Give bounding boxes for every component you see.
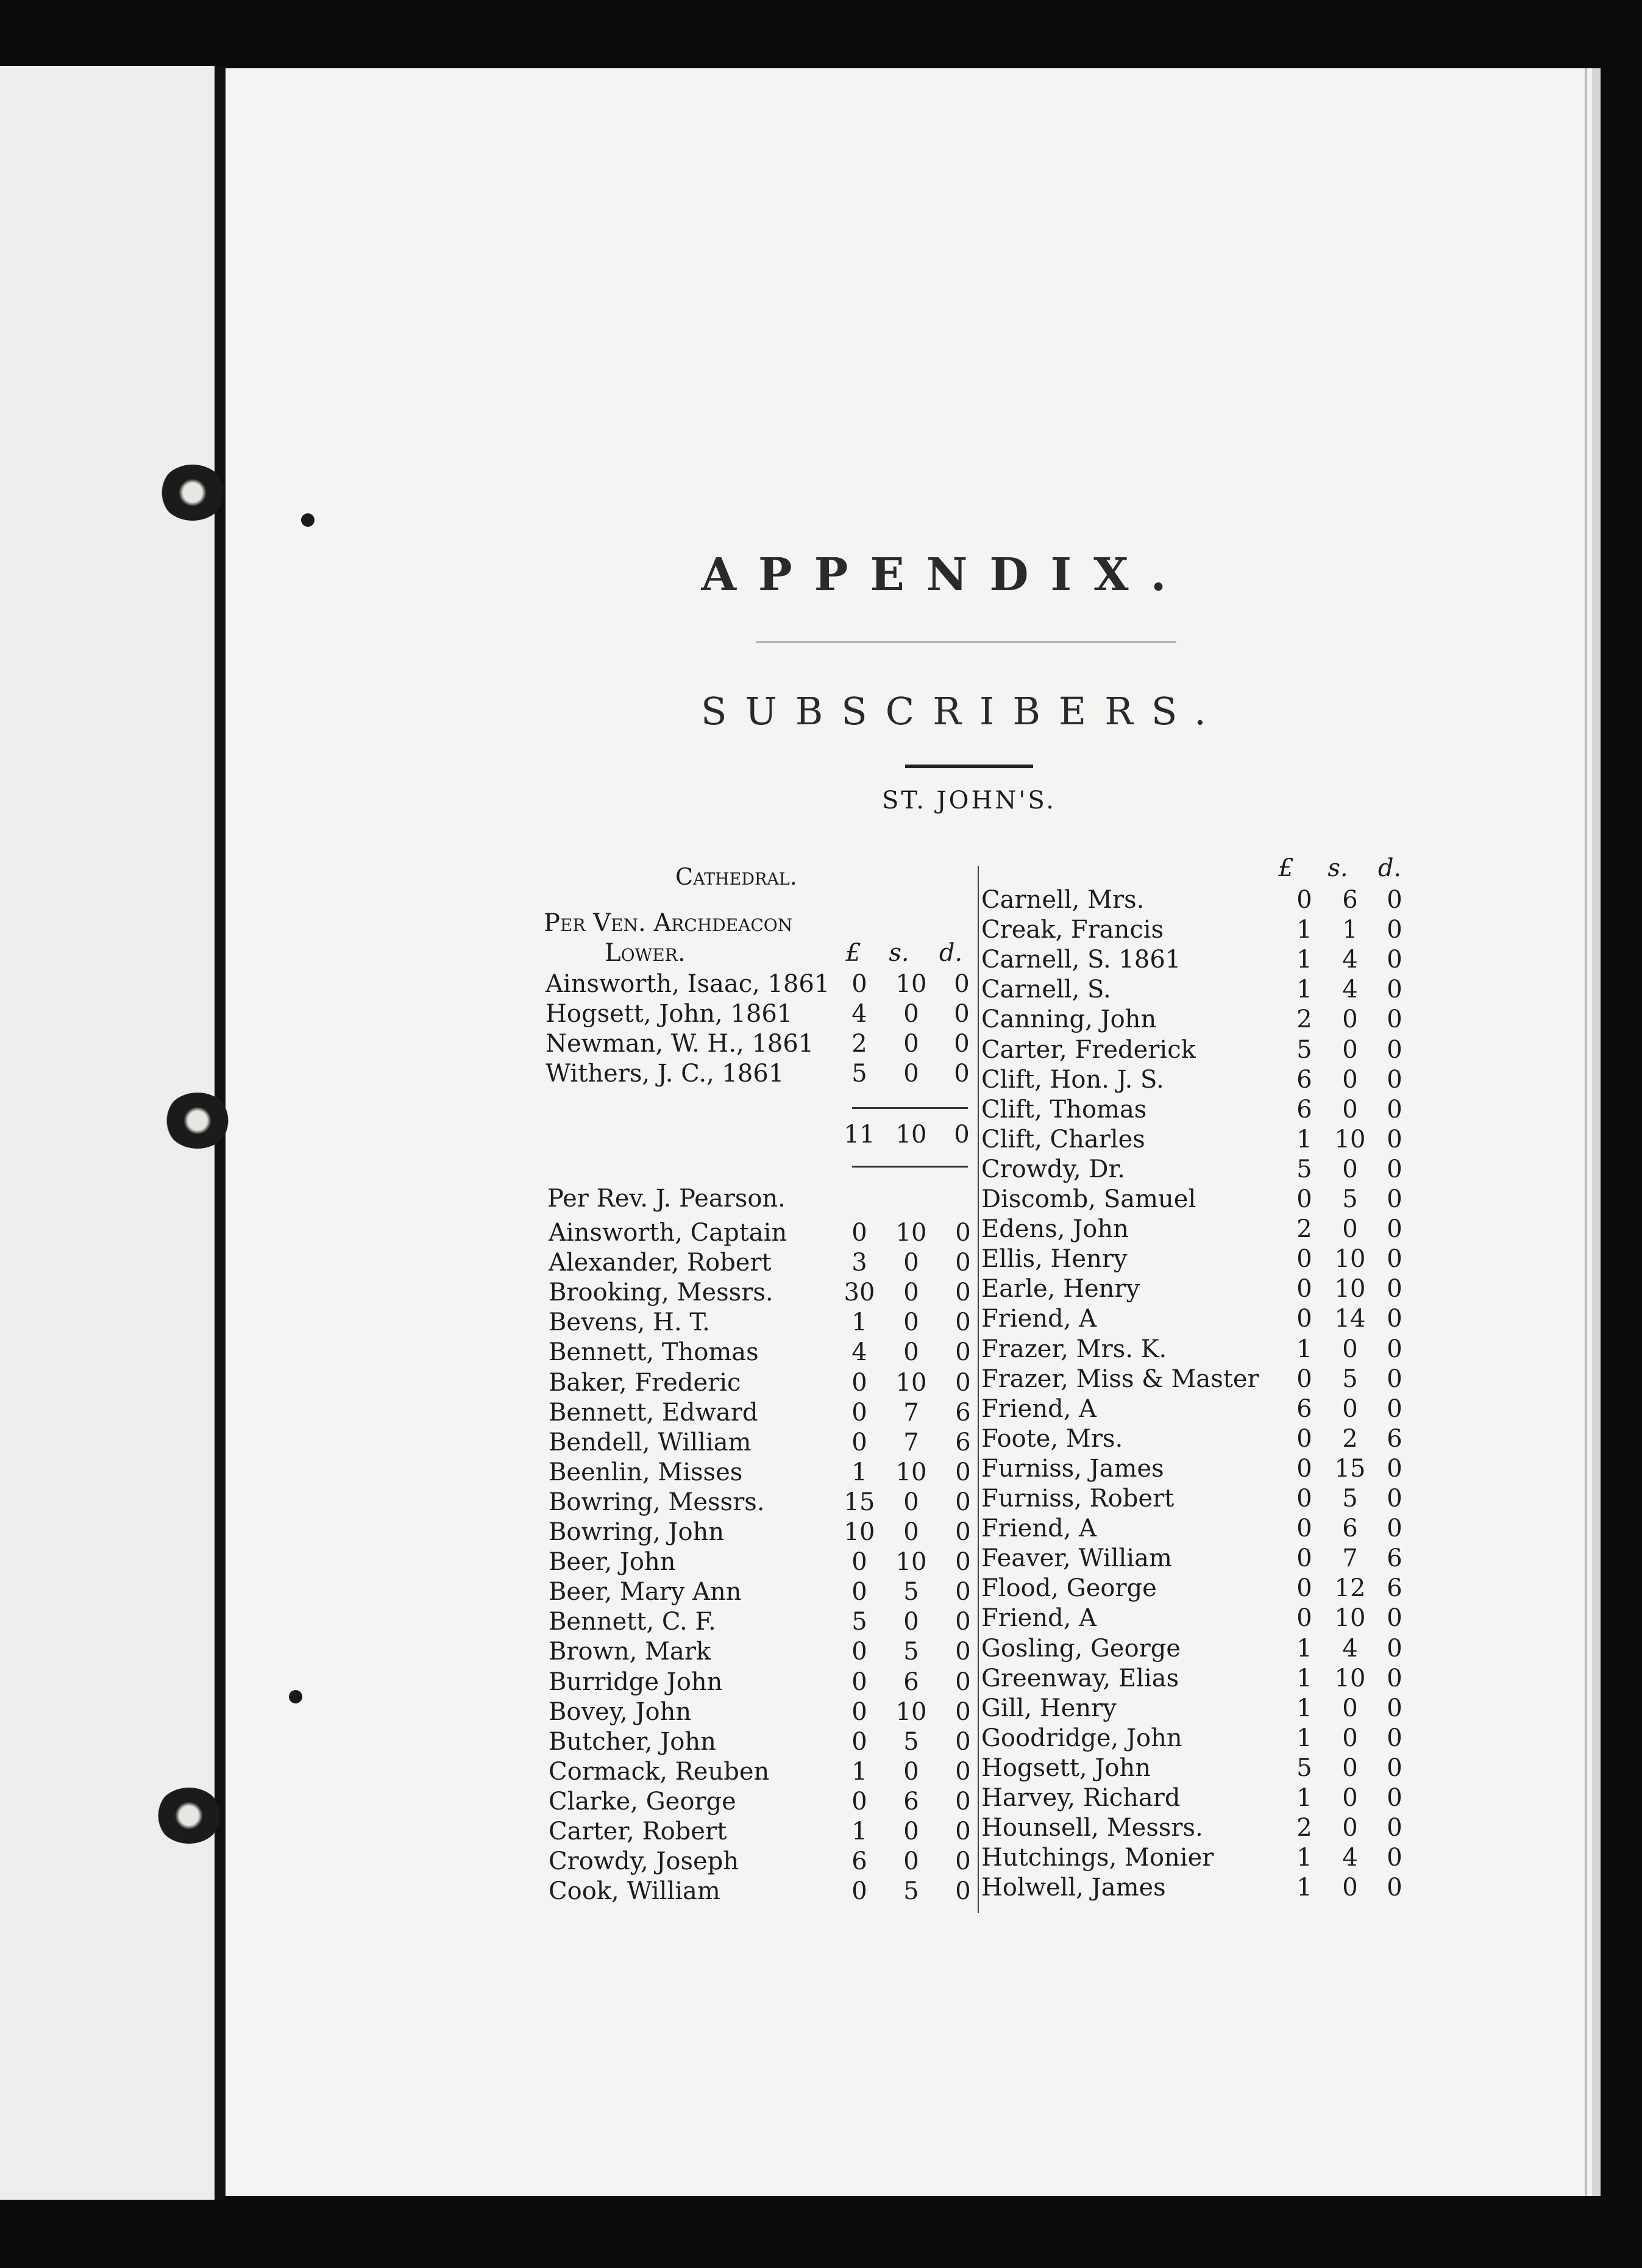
- subscriber-name: Hogsett, John, 1861: [546, 1000, 793, 1028]
- amount-pounds: 1: [851, 1458, 867, 1486]
- amount-pounds: 0: [851, 1578, 867, 1606]
- subscriber-name: Goodridge, John: [981, 1724, 1182, 1752]
- amount-pounds: 6: [1296, 1065, 1312, 1094]
- amount-shillings: 0: [1342, 1784, 1358, 1812]
- amount-pence: 0: [1387, 1874, 1402, 1902]
- amount-pence: 0: [955, 1488, 971, 1516]
- amount-pence: 0: [1387, 975, 1402, 1004]
- subscriber-name: Burridge John: [549, 1667, 723, 1696]
- amount-pence: 0: [1387, 1814, 1402, 1842]
- amount-shillings: 10: [1334, 1245, 1366, 1274]
- amount-shillings: 10: [895, 1458, 927, 1486]
- amount-shillings: 10: [895, 1697, 927, 1726]
- subscriber-name: Carter, Robert: [549, 1817, 727, 1845]
- subscriber-name: Withers, J. C., 1861: [546, 1060, 784, 1088]
- subscriber-name: Hutchings, Monier: [981, 1844, 1214, 1872]
- amount-pence: 6: [1387, 1574, 1402, 1603]
- amount-shillings: 5: [903, 1638, 919, 1666]
- amount-shillings: 0: [903, 1518, 919, 1546]
- amount-shillings: 12: [1334, 1574, 1366, 1603]
- amount-shillings: 0: [1342, 1005, 1358, 1034]
- amount-pounds: 0: [851, 1877, 867, 1906]
- amount-shillings: 1: [1342, 916, 1358, 944]
- amount-pence: 0: [1387, 1784, 1402, 1812]
- subscriber-name: Clift, Thomas: [981, 1095, 1147, 1124]
- binding-hole: [156, 1788, 222, 1844]
- amount-pence: 0: [1387, 1514, 1402, 1543]
- amount-pounds: 0: [851, 1787, 867, 1816]
- amount-pounds: 0: [1296, 1485, 1312, 1513]
- amount-shillings: 10: [1334, 1604, 1366, 1633]
- amount-pence: 6: [1387, 1544, 1402, 1573]
- subscriber-name: Bennett, C. F.: [549, 1608, 716, 1636]
- amount-shillings: 7: [903, 1428, 919, 1457]
- subscriber-name: Friend, A: [981, 1604, 1097, 1633]
- amount-pounds: 0: [851, 1548, 867, 1577]
- subscriber-name: Crowdy, Dr.: [981, 1155, 1125, 1183]
- amount-shillings: 6: [1342, 886, 1358, 914]
- group1-label: Per Ven. Archdeacon: [544, 909, 793, 937]
- subscriber-name: Carnell, S.: [981, 975, 1111, 1004]
- amount-shillings: 0: [903, 1060, 919, 1088]
- group1-label-cont: Lower.: [605, 939, 686, 967]
- subscriber-name: Furniss, James: [981, 1454, 1164, 1483]
- amount-pence: 0: [955, 1518, 971, 1546]
- section-title: ST. JOHN'S.: [881, 786, 1057, 815]
- amount-pounds: 5: [851, 1060, 867, 1088]
- amount-pounds: 0: [851, 1219, 867, 1247]
- subscriber-name: Flood, George: [981, 1574, 1157, 1603]
- amount-pounds: 0: [1296, 1185, 1312, 1213]
- amount-pence: 0: [1387, 1125, 1402, 1154]
- amount-shillings: 15: [1334, 1454, 1366, 1483]
- amount-pounds: 5: [1296, 1155, 1312, 1183]
- amount-pence: 0: [954, 1060, 970, 1088]
- amount-pence: 6: [1387, 1424, 1402, 1453]
- amount-pence: 0: [955, 1278, 971, 1307]
- amount-pounds: 0: [851, 1368, 867, 1397]
- amount-pence: 0: [955, 1249, 971, 1277]
- amount-pence: 0: [1387, 1035, 1402, 1064]
- amount-pounds: 1: [1296, 946, 1312, 974]
- amount-pounds: 1: [1296, 1694, 1312, 1722]
- ink-speck: [289, 1690, 302, 1703]
- amount-pounds: 0: [1296, 1275, 1312, 1303]
- amount-pounds: 0: [851, 970, 867, 998]
- subscriber-name: Foote, Mrs.: [981, 1424, 1123, 1453]
- subscriber-name: Hogsett, John: [981, 1753, 1151, 1782]
- amount-pounds: 5: [1296, 1753, 1312, 1782]
- amount-shillings: 10: [895, 970, 927, 998]
- subscriber-name: Clarke, George: [549, 1787, 736, 1816]
- subscriber-name: Beer, John: [549, 1548, 676, 1577]
- subscriber-name: Crowdy, Joseph: [549, 1847, 739, 1876]
- amount-pence: 6: [955, 1428, 971, 1457]
- amount-pounds: 1: [1296, 1874, 1312, 1902]
- subscriber-name: Bennett, Edward: [549, 1398, 758, 1427]
- amount-pounds: 1: [1296, 916, 1312, 944]
- amount-pounds: 1: [1296, 1844, 1312, 1872]
- amount-pounds: 2: [1296, 1215, 1312, 1244]
- amount-pence: 0: [955, 1847, 971, 1876]
- amount-pounds: 0: [1296, 1514, 1312, 1543]
- amount-pence: 0: [955, 1548, 971, 1577]
- subscriber-name: Carnell, S. 1861: [981, 946, 1181, 974]
- total-pence: 0: [954, 1121, 970, 1149]
- amount-shillings: 4: [1342, 1844, 1358, 1872]
- amount-shillings: 10: [1334, 1664, 1366, 1692]
- amount-pence: 0: [1387, 1634, 1402, 1663]
- amount-pounds: 4: [851, 1338, 867, 1367]
- binding-hole: [160, 465, 226, 521]
- amount-shillings: 7: [1342, 1544, 1358, 1573]
- amount-pounds: 1: [1296, 1784, 1312, 1812]
- amount-pounds: 0: [851, 1428, 867, 1457]
- heading-rule: [756, 641, 1176, 643]
- amount-pence: 0: [1387, 1694, 1402, 1722]
- total-rule: [852, 1166, 968, 1168]
- amount-pounds: 0: [1296, 886, 1312, 914]
- amount-shillings: 0: [903, 1817, 919, 1845]
- amount-pounds: 0: [1296, 1604, 1312, 1633]
- amount-shillings: 0: [903, 1608, 919, 1636]
- amount-pounds: 2: [851, 1030, 867, 1058]
- subscriber-name: Beenlin, Misses: [549, 1458, 743, 1486]
- section-rule: [905, 765, 1033, 768]
- amount-shillings: 4: [1342, 975, 1358, 1004]
- amount-pounds: 0: [851, 1697, 867, 1726]
- amount-shillings: 0: [1342, 1694, 1358, 1722]
- subtotal-rule: [852, 1107, 968, 1109]
- amount-shillings: 0: [903, 1488, 919, 1516]
- amount-shillings: 4: [1342, 1634, 1358, 1663]
- subscriber-name: Ainsworth, Isaac, 1861: [546, 970, 830, 998]
- amount-pounds: 1: [851, 1308, 867, 1337]
- amount-pence: 0: [1387, 1305, 1402, 1333]
- subscriber-name: Friend, A: [981, 1305, 1097, 1333]
- amount-pounds: 0: [1296, 1424, 1312, 1453]
- amount-pence: 0: [1387, 886, 1402, 914]
- subscriber-name: Carnell, Mrs.: [981, 886, 1145, 914]
- amount-shillings: 4: [1342, 946, 1358, 974]
- subscriber-name: Greenway, Elias: [981, 1664, 1179, 1692]
- pounds-header: £: [845, 939, 861, 967]
- amount-pence: 0: [955, 1458, 971, 1486]
- subscriber-name: Friend, A: [981, 1394, 1097, 1423]
- amount-shillings: 6: [903, 1667, 919, 1696]
- amount-shillings: 10: [1334, 1275, 1366, 1303]
- subscriber-name: Friend, A: [981, 1514, 1097, 1543]
- total-shillings: 10: [895, 1121, 927, 1149]
- ink-speck: [301, 513, 315, 527]
- subscriber-name: Gosling, George: [981, 1634, 1181, 1663]
- amount-pounds: 0: [1296, 1454, 1312, 1483]
- subscribers-heading: SUBSCRIBERS.: [701, 689, 1224, 733]
- subscriber-name: Bevens, H. T.: [549, 1308, 710, 1337]
- subscriber-name: Ellis, Henry: [981, 1245, 1128, 1274]
- total-pounds: 11: [844, 1121, 875, 1149]
- amount-shillings: 0: [903, 1030, 919, 1058]
- subscriber-name: Gill, Henry: [981, 1694, 1117, 1722]
- amount-shillings: 5: [1342, 1185, 1358, 1213]
- subscriber-name: Ainsworth, Captain: [549, 1219, 787, 1247]
- appendix-heading: APPENDIX.: [701, 549, 1189, 601]
- amount-pence: 0: [955, 1667, 971, 1696]
- subscriber-name: Brooking, Messrs.: [549, 1278, 773, 1307]
- amount-pounds: 4: [851, 1000, 867, 1028]
- amount-shillings: 5: [1342, 1485, 1358, 1513]
- subscriber-name: Bowring, John: [549, 1518, 725, 1546]
- subscriber-name: Cormack, Reuben: [549, 1757, 770, 1786]
- subscriber-name: Alexander, Robert: [549, 1249, 772, 1277]
- amount-shillings: 0: [1342, 1215, 1358, 1244]
- amount-shillings: 0: [903, 1000, 919, 1028]
- subscriber-name: Hounsell, Messrs.: [981, 1814, 1203, 1842]
- amount-pence: 0: [1387, 1005, 1402, 1034]
- amount-pence: 0: [1387, 1604, 1402, 1633]
- amount-pounds: 0: [851, 1638, 867, 1666]
- pounds-header-right: £: [1278, 854, 1294, 882]
- subscriber-name: Brown, Mark: [549, 1638, 711, 1666]
- amount-pence: 0: [1387, 1065, 1402, 1094]
- amount-pence: 0: [1387, 1394, 1402, 1423]
- amount-pounds: 5: [851, 1608, 867, 1636]
- amount-pounds: 0: [851, 1727, 867, 1756]
- amount-shillings: 0: [1342, 1753, 1358, 1782]
- subscriber-name: Frazer, Miss & Master: [981, 1364, 1259, 1393]
- subscriber-name: Discomb, Samuel: [981, 1185, 1196, 1213]
- amount-shillings: 6: [903, 1787, 919, 1816]
- amount-pounds: 0: [1296, 1305, 1312, 1333]
- amount-pounds: 15: [844, 1488, 875, 1516]
- amount-pounds: 2: [1296, 1005, 1312, 1034]
- amount-shillings: 5: [1342, 1364, 1358, 1393]
- amount-shillings: 10: [1334, 1125, 1366, 1154]
- amount-shillings: 7: [903, 1398, 919, 1427]
- shillings-header-right: s.: [1327, 854, 1348, 882]
- subscriber-name: Bendell, William: [549, 1428, 752, 1457]
- subscriber-name: Harvey, Richard: [981, 1784, 1181, 1812]
- amount-pounds: 30: [844, 1278, 875, 1307]
- amount-pence: 0: [1387, 1724, 1402, 1752]
- amount-pence: 0: [955, 1787, 971, 1816]
- amount-pounds: 2: [1296, 1814, 1312, 1842]
- subscriber-name: Beer, Mary Ann: [549, 1578, 742, 1606]
- amount-pence: 0: [1387, 1095, 1402, 1124]
- amount-pence: 0: [1387, 1155, 1402, 1183]
- amount-pounds: 3: [851, 1249, 867, 1277]
- amount-shillings: 0: [1342, 1035, 1358, 1064]
- amount-shillings: 0: [903, 1847, 919, 1876]
- subscriber-name: Carter, Frederick: [981, 1035, 1196, 1064]
- amount-pence: 0: [955, 1757, 971, 1786]
- subscriber-name: Clift, Charles: [981, 1125, 1145, 1154]
- amount-shillings: 5: [903, 1877, 919, 1906]
- amount-pence: 0: [1387, 1664, 1402, 1692]
- amount-shillings: 0: [1342, 1394, 1358, 1423]
- amount-pounds: 0: [1296, 1544, 1312, 1573]
- amount-shillings: 10: [895, 1219, 927, 1247]
- amount-shillings: 10: [895, 1548, 927, 1577]
- amount-pounds: 5: [1296, 1035, 1312, 1064]
- pence-header-right: d.: [1377, 854, 1402, 882]
- amount-shillings: 0: [903, 1278, 919, 1307]
- amount-pounds: 0: [851, 1398, 867, 1427]
- amount-pounds: 1: [1296, 1125, 1312, 1154]
- amount-shillings: 0: [1342, 1335, 1358, 1363]
- amount-pence: 0: [1387, 1364, 1402, 1393]
- subscriber-name: Cook, William: [549, 1877, 720, 1906]
- amount-shillings: 5: [903, 1578, 919, 1606]
- binding-hole: [165, 1093, 230, 1149]
- amount-pounds: 1: [851, 1757, 867, 1786]
- amount-pence: 0: [955, 1638, 971, 1666]
- amount-pence: 0: [955, 1727, 971, 1756]
- amount-pence: 0: [955, 1608, 971, 1636]
- amount-pence: 0: [1387, 1185, 1402, 1213]
- amount-pence: 0: [955, 1219, 971, 1247]
- amount-shillings: 0: [1342, 1874, 1358, 1902]
- amount-pounds: 0: [1296, 1364, 1312, 1393]
- amount-shillings: 0: [1342, 1065, 1358, 1094]
- amount-pence: 0: [955, 1338, 971, 1367]
- amount-pounds: 1: [1296, 975, 1312, 1004]
- amount-shillings: 0: [1342, 1155, 1358, 1183]
- subscriber-name: Holwell, James: [981, 1874, 1166, 1902]
- amount-pence: 0: [1387, 1485, 1402, 1513]
- subscriber-name: Earle, Henry: [981, 1275, 1140, 1303]
- amount-shillings: 10: [895, 1368, 927, 1397]
- amount-shillings: 6: [1342, 1514, 1358, 1543]
- subscriber-name: Newman, W. H., 1861: [546, 1030, 814, 1058]
- amount-shillings: 0: [903, 1757, 919, 1786]
- pence-header: d.: [939, 939, 963, 967]
- amount-pence: 0: [1387, 1335, 1402, 1363]
- amount-pounds: 1: [1296, 1634, 1312, 1663]
- amount-shillings: 0: [903, 1249, 919, 1277]
- subscriber-name: Bovey, John: [549, 1697, 692, 1726]
- amount-pounds: 0: [851, 1667, 867, 1696]
- subscriber-name: Canning, John: [981, 1005, 1157, 1034]
- amount-shillings: 0: [903, 1308, 919, 1337]
- amount-shillings: 14: [1334, 1305, 1366, 1333]
- amount-pounds: 6: [1296, 1095, 1312, 1124]
- amount-pounds: 6: [1296, 1394, 1312, 1423]
- amount-pence: 0: [1387, 1454, 1402, 1483]
- subscriber-name: Bowring, Messrs.: [549, 1488, 765, 1516]
- amount-pence: 6: [955, 1398, 971, 1427]
- amount-pence: 0: [1387, 946, 1402, 974]
- amount-pence: 0: [955, 1368, 971, 1397]
- amount-pence: 0: [954, 1000, 970, 1028]
- subscriber-name: Butcher, John: [549, 1727, 716, 1756]
- amount-shillings: 0: [903, 1338, 919, 1367]
- amount-pounds: 0: [1296, 1245, 1312, 1274]
- amount-pence: 0: [1387, 1844, 1402, 1872]
- amount-pounds: 1: [1296, 1664, 1312, 1692]
- amount-shillings: 0: [1342, 1095, 1358, 1124]
- amount-pounds: 6: [851, 1847, 867, 1876]
- amount-pounds: 1: [1296, 1724, 1312, 1752]
- subscriber-name: Bennett, Thomas: [549, 1338, 759, 1367]
- amount-pence: 0: [1387, 1275, 1402, 1303]
- amount-pence: 0: [954, 970, 970, 998]
- amount-pence: 0: [955, 1877, 971, 1906]
- amount-shillings: 2: [1342, 1424, 1358, 1453]
- amount-pounds: 0: [1296, 1574, 1312, 1603]
- amount-pounds: 1: [851, 1817, 867, 1845]
- amount-pence: 0: [954, 1030, 970, 1058]
- amount-pence: 0: [1387, 916, 1402, 944]
- subscriber-name: Feaver, William: [981, 1544, 1172, 1573]
- amount-pence: 0: [955, 1578, 971, 1606]
- amount-pence: 0: [1387, 1245, 1402, 1274]
- amount-pence: 0: [955, 1308, 971, 1337]
- subscriber-name: Baker, Frederic: [549, 1368, 741, 1397]
- amount-pence: 0: [1387, 1215, 1402, 1244]
- amount-shillings: 0: [1342, 1724, 1358, 1752]
- amount-pence: 0: [1387, 1753, 1402, 1782]
- cathedral-label: Cathedral.: [675, 863, 797, 890]
- subscriber-name: Frazer, Mrs. K.: [981, 1335, 1167, 1363]
- amount-pounds: 10: [844, 1518, 875, 1546]
- subscriber-name: Furniss, Robert: [981, 1485, 1175, 1513]
- subscriber-name: Creak, Francis: [981, 916, 1164, 944]
- amount-shillings: 0: [1342, 1814, 1358, 1842]
- group2-label: Per Rev. J. Pearson.: [547, 1185, 786, 1213]
- amount-shillings: 5: [903, 1727, 919, 1756]
- shillings-header: s.: [889, 939, 909, 967]
- amount-pounds: 1: [1296, 1335, 1312, 1363]
- amount-pence: 0: [955, 1817, 971, 1845]
- amount-pence: 0: [955, 1697, 971, 1726]
- subscriber-name: Clift, Hon. J. S.: [981, 1065, 1164, 1094]
- subscriber-name: Edens, John: [981, 1215, 1129, 1244]
